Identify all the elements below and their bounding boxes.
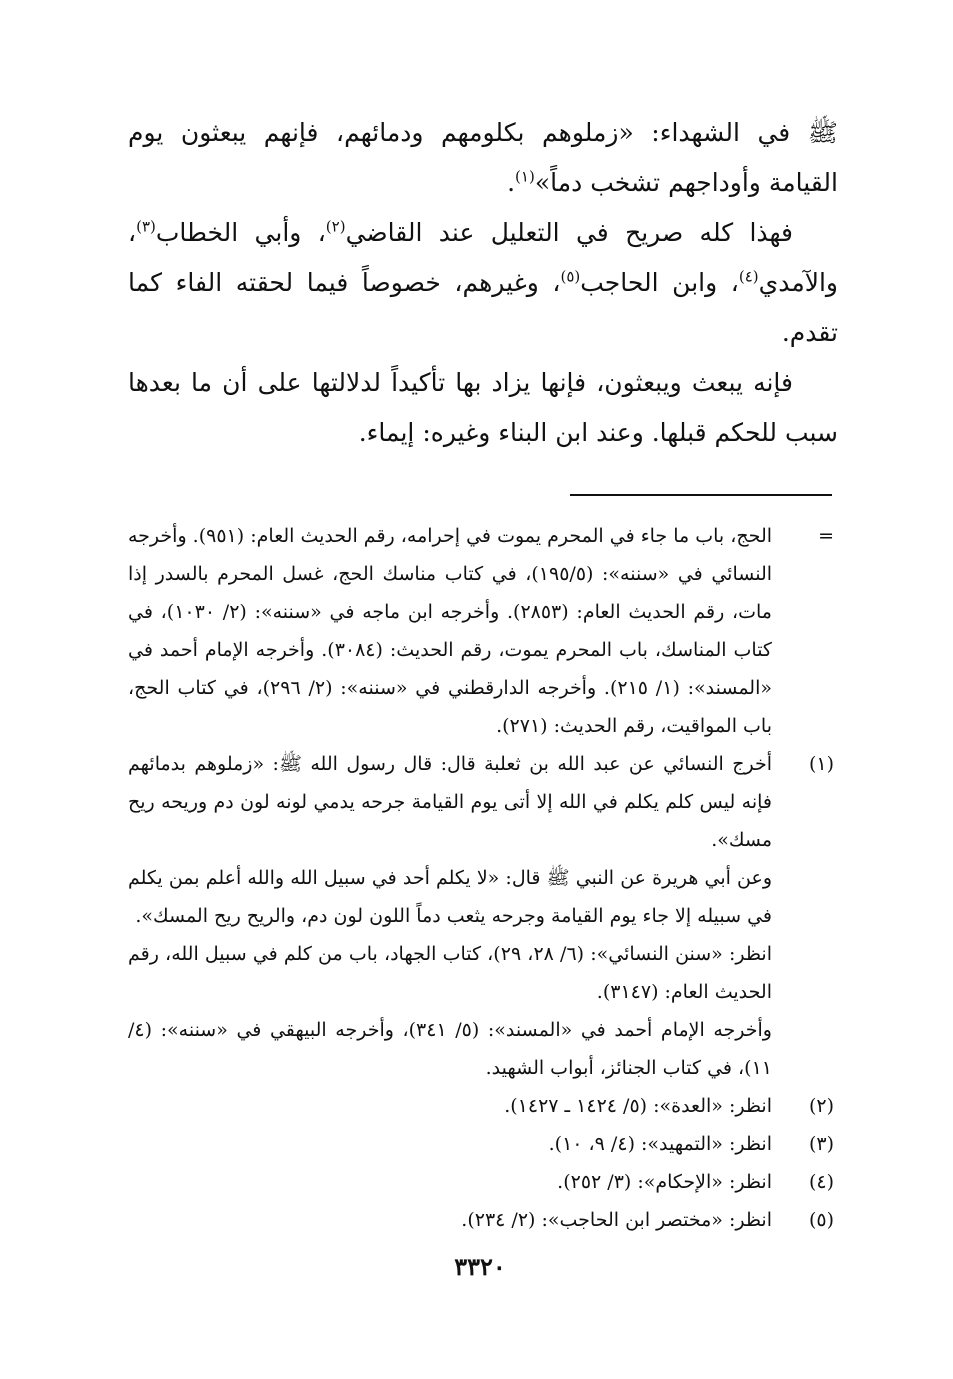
footnote-1-para-4: وأخرجه الإمام أحمد في «المسند»: (٥/ ٣٤١)، وأخرجه البيهقي في «سننه»: (٤/ ١١)، في كتاب الجنائز، أبواب الشهيد. (128, 1019, 772, 1079)
main-p1-text: ﷺ في الشهداء: «زملوهم بكلومهم ودمائهم، فإنهم يبعثون يوم القيامة وأوداجهم تشخب دماً» (128, 118, 838, 197)
main-p2-part-b: ، وأبي الخطاب (155, 218, 326, 247)
footnote-1-para-2: وعن أبي هريرة عن النبي ﷺ قال: «لا يكلم أحد في سبيل الله والله أعلم بمن يكلم في سبيله إلا جاء يوم القيامة وجرحه يثعب دماً اللون لون دم، والريح ريح المسك». (128, 867, 772, 927)
footnote-3-text: انظر: «التمهيد»: (٤/ ٩، ١٠). (548, 1133, 772, 1155)
footnote-5-mark: (٥) (808, 1209, 834, 1231)
footnote-3 (128, 1125, 840, 1163)
footnote-2-mark: (٢) (808, 1095, 834, 1117)
main-paragraph-1 (128, 108, 838, 208)
main-text (128, 108, 838, 458)
footnote-4-text: انظر: «الإحكام»: (٣/ ٢٥٢). (557, 1171, 772, 1193)
continuation-mark: = (818, 525, 834, 547)
footnote-2 (128, 1087, 840, 1125)
footnote-4 (128, 1163, 840, 1201)
main-p2-part-e: ، وغيرهم، خصوصاً فيما لحقته الفاء كما تقدم. (128, 268, 838, 347)
footnote-ref-1: (١) (515, 167, 535, 186)
footnote-2-text: انظر: «العدة»: (٥/ ١٤٢٤ ـ ١٤٢٧). (504, 1095, 772, 1117)
footnote-1 (128, 745, 840, 1087)
footnote-ref-2: (٢) (325, 217, 346, 236)
footnote-separator (570, 494, 832, 496)
footnote-ref-3: (٣) (136, 217, 156, 236)
main-p2-part-a: فهذا كله صريح في التعليل عند القاضي (345, 218, 794, 247)
footnote-3-mark: (٣) (808, 1133, 834, 1155)
footnote-ref-5: (٥) (560, 267, 581, 286)
footnote-continuation (128, 517, 840, 745)
main-paragraph-3: فإنه يبعث ويبعثون، فإنها يزاد بها تأكيداً لدلالتها على أن ما بعدها سبب للحكم قبلها. وعند ابن البناء وغيره: إيماء. (128, 368, 838, 447)
main-p2-part-c: ، والآمدي (128, 218, 838, 297)
footnote-4-mark: (٤) (808, 1171, 834, 1193)
footnote-1-mark: (١) (808, 753, 834, 775)
main-paragraph-2 (128, 208, 838, 358)
main-p1-end: . (507, 168, 516, 197)
footnote-1-para-3: انظر: «سنن النسائي»: (٦/ ٢٨، ٢٩)، كتاب الجهاد، باب من كلم في سبيل الله، رقم الحديث العام: (٣١٤٧). (128, 943, 773, 1003)
footnote-ref-4: (٤) (738, 267, 759, 286)
footnotes (128, 517, 840, 1239)
page-number: ٣٣٢٠ (454, 1252, 506, 1281)
footnote-5-text: انظر: «مختصر ابن الحاجب»: (٢/ ٢٣٤). (461, 1209, 772, 1231)
continuation-text: الحج، باب ما جاء في المحرم يموت في إحرامه، رقم الحديث العام: (٩٥١). وأخرجه النسائي في «سننه»: (١٩٥/٥)، في كتاب مناسك الحج، غسل المحرم بالسدر إذا مات، رقم الحديث العام: (٢٨٥٣). وأخرجه ابن ماجه في «سننه»: (٢/ ١٠٣٠)، في كتاب المناسك، باب المحرم يموت، رقم الحديث: (٣٠٨٤). وأخرجه الإمام أحمد في «المسند»: (١/ ٢١٥). وأخرجه الدارقطني في «سننه»: (٢/ ٢٩٦)، في كتاب الحج، باب المواقيت، رقم الحديث: (٢٧١). (128, 525, 773, 737)
main-p2-part-d: ، وابن الحاجب (580, 268, 739, 297)
footnote-1-para-1: أخرج النسائي عن عبد الله بن ثعلبة قال: قال رسول الله ﷺ: «زملوهم بدمائهم فإنه ليس كلم يكلم في الله إلا أتى يوم القيامة جرحه يدمي لونه لون دم وريحه ريح مسك». (128, 753, 772, 851)
footnote-5 (128, 1201, 840, 1239)
